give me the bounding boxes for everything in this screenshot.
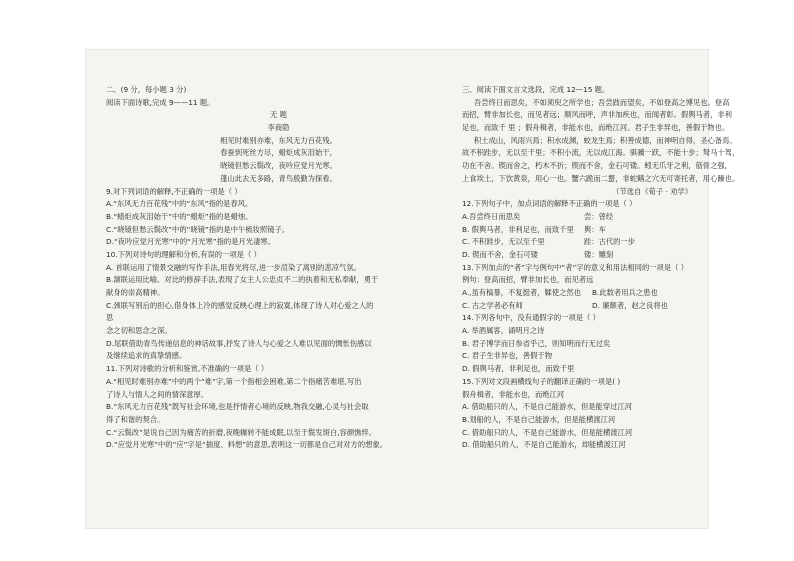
question-10-line: B.颔联运用比喻、对比的修辞手法,表现了女主人公忠贞不二的执着和无私奉献，勇于 [106,275,379,285]
question-11-line: 了诗人与情人之间的情深意厚。 [106,389,209,399]
passage-line: 足也，而致千 里 ；假舟楫者，非能水也，而绝江河。君子生非异也，善假于物也。 [462,123,730,133]
question-14-option: C. 君子生非异也，善假于物 [462,351,552,361]
poem-line: 晓镜但愁云鬓改，夜吟应觉月光寒。 [220,161,337,171]
question-10-stem: 10.下列对诗句的理解和分析,有误的一项是（ ） [106,249,261,259]
question-9-option: D.“夜吟应觉月光寒”中的“月光寒”指的是月光凄寒。 [106,237,275,247]
question-10-line: C.颈联写别后的担心,借身体上冷的感觉反映心理上的寂寞,体现了诗人对心爱之人的 [106,300,374,310]
question-13-option: A.,虽有槁暴，不复挺者，鞣使之然也 [462,288,581,297]
question-12-sentence: D. 锲而不舍，金石可镂 [462,249,538,259]
question-12-row [462,224,692,237]
question-13-example: 例句：登高而招，臂非加长也，而见者远 [462,275,594,285]
question-9-stem: 9.对下列词语的解释,不正确的一项是（ ） [106,186,242,196]
question-13-stem: 13.下列加点的“者”字与例句中“者”字的意义和用法相同的一项是（ ） [462,262,689,272]
poem-line: 春蚕到死丝方尽，蜡炬成灰泪始干， [220,148,337,158]
question-11-line: B.“东风无力百花残”既写社会环境,也是抒情者心境的反映,物我交融,心灵与社会取 [106,402,369,412]
question-10-line: D.尾联借助青鸟传递信息的神话故事,抒发了诗人与心爱之人难以见面的惆怅伤感以 [106,338,372,348]
section-three-heading: 三、阅读下面文言文选段，完成 12—15 题。 [462,85,610,94]
poem-author: 李商隐 [267,123,290,133]
question-14-option: B. 君子博学而日参省乎己，则知明而行无过矣 [462,338,611,348]
question-12-gloss: 舆：车 [584,224,606,234]
question-10-line: 思 [106,313,114,323]
passage-line: 故不积跬步，无以至千里；不积小流，无以成江海。骐骥一跃，不能十步；驽马十驾， [462,148,740,158]
passage-line: 上食埃土，下饮黄泉，用心一也。蟹六跪而二螯，非蛇鳝之穴无可寄托者，用心躁也。 [462,173,740,183]
question-12-gloss: 跬：古代的一步 [584,237,636,247]
question-11-line: C.“云鬓改”是说自己因为痛苦的折磨,夜晚辗转不能成眠,以至于鬓发斑白,容颜憔悴。 [106,427,377,437]
question-13-option: D. 廉颇者，赵之良将也 [592,300,668,310]
poem-line: 相见时难别亦难，东风无力百花残。 [220,135,337,145]
question-15-sentence: 假舟楫者，非能水也，而绝江河 [462,389,565,399]
question-15-option: A. 借助船只的人，不是自己能游水，但是能穿过江河 [462,402,633,412]
question-14-option: A. 举酒属客，诵明月之诗 [462,326,545,336]
question-12-sentence: C. 不积跬步，无以至千里 [462,237,545,247]
question-11-line: A.“相见时难别亦难”中的两个“难”字,第一个指相会困难,第二个指痛苦难堪,写出 [106,376,362,386]
question-12-gloss: 尝：曾经 [584,211,614,221]
question-11-line: 得了和谐的契合。 [106,414,165,424]
left-column [106,84,451,452]
question-12-row [462,236,692,249]
question-10-line: A. 首联运用了情景交融的写作手法,用春光将尽,进一步渲染了离别的悲凉气氛。 [106,262,361,272]
question-12-row [462,249,692,262]
question-13-row [462,287,692,300]
question-11-stem: 11.下列对诗歌的分析和鉴赏,不准确的一项是（ ） [106,364,269,374]
question-13-row [462,300,692,313]
question-12-sentence: A.吾尝终日而思矣 [462,211,521,221]
question-14-stem: 14.下列各句中，没有通假字的一项是（ ） [462,313,600,323]
question-9-option: C.“晓镜但愁云鬓改”中的“晓镜”指的是中午梳妆照镜子。 [106,224,290,234]
question-10-line: 念之切和思念之深。 [106,326,172,336]
question-12-row [462,211,692,224]
passage-line: 功在不舍。锲而舍之，朽木不折；锲而不舍，金石可镂。蚓无爪牙之利，筋骨之强， [462,161,732,171]
question-15-option: D. 借助船只的人，不是自己能游水，却能横渡江河 [462,440,626,450]
poem-title: 无 题 [270,110,287,120]
question-10-line: 献身的崇高精神。 [106,288,165,297]
question-9-option: B.“蜡炬成灰泪始干”中的“蜡炬”指的是蜡烛。 [106,211,253,221]
right-column [462,84,740,452]
question-12-stem: 12.下列句子中，加点词语的解释不正确的一项是（ ） [462,199,637,209]
question-13-option: B.此数者用兵之患也 [592,288,658,297]
question-10-line: 及继续追求的真挚情感。 [106,351,187,361]
passage-attribution: （节选自《荀子 · 劝学》 [612,186,692,196]
question-14-option: D. 假舆马者，非利足也，而致千里 [462,364,575,374]
question-9-option: A.“东风无力百花残”中的“东风”指的是春风。 [106,199,253,209]
question-12-sentence: B. 假舆马者，非利足也，而致千里 [462,224,574,234]
question-13-option: C. 古之学者必有师 [462,300,523,310]
passage-line: 吾尝终日而思矣，不如须臾之所学也；吾尝跂而望矣，不如登高之博见也。登高 [474,97,730,107]
section-two-heading: 二、(9 分，每小题 3 分) [106,85,187,94]
passage-line: 而招，臂非加长也，而见者远；顺风而呼，声非加疾也，而闻者彰。假舆马者，非利 [462,110,732,120]
question-12-gloss: 镂：雕刻 [584,249,614,259]
poem-instruction: 阅读下面诗歌,完成 9——11 题。 [106,97,215,107]
passage-line: 积土成山，风雨兴焉；积水成渊，蛟龙生焉；积善成德，而神明自得，圣心备焉。 [474,135,737,145]
question-15-option: B.划船的人，不是自己能游水，但是能横渡江河 [462,414,616,424]
poem-line: 蓬山此去无多路，青鸟殷勤为探看。 [220,173,337,183]
question-15-stem: 15.下列对文段画横线句子的翻译正确的一项是( ) [462,376,621,386]
question-11-line: D.“应觉月光寒”中的“应”字是“揣度、料想”的意思,表明这一切都是自己对对方的想象。 [106,440,388,450]
question-15-option: C. 借助船只的人，不是自己能游水，但是能横渡江河 [462,427,633,437]
